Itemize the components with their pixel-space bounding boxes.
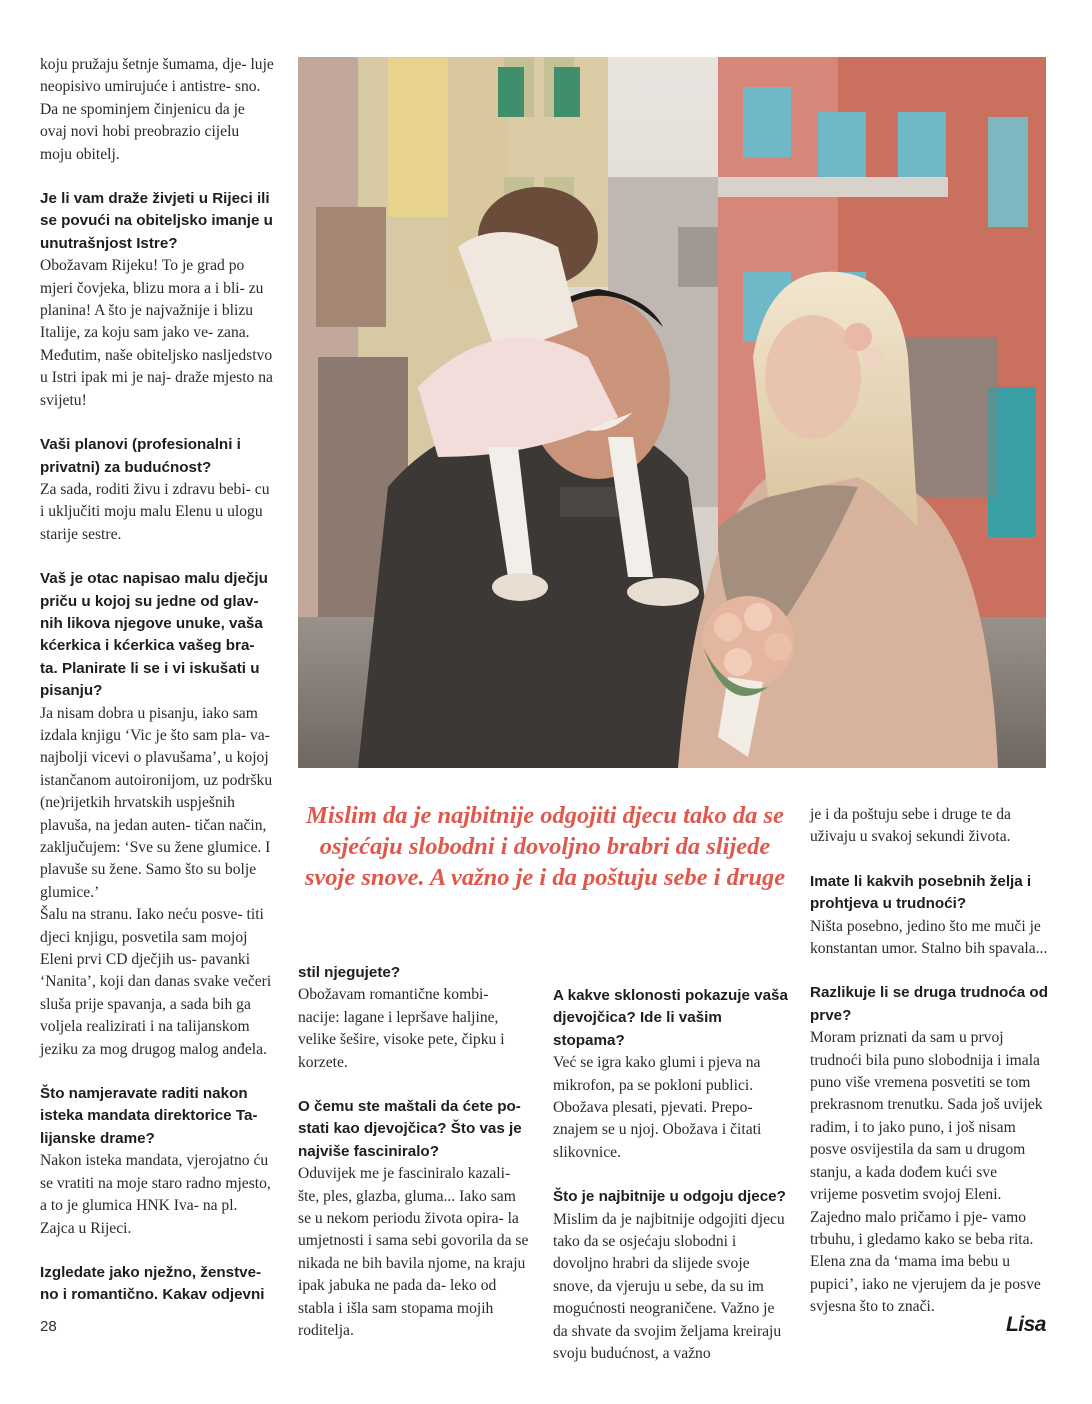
family-photo-icon xyxy=(298,57,1046,768)
interview-question: Što namjeravate raditi nakon isteka mandata direktorice Ta- lijanske drame? xyxy=(40,1085,258,1147)
interview-answer: Za sada, roditi živu i zdravu bebi- cu i uključiti moju malu Elenu u ulogu starije sestre. xyxy=(40,480,270,543)
interview-question: Što je najbitnije u odgoju djece? xyxy=(553,1188,786,1206)
interview-question: Razlikuje li se druga trudnoća od prve? xyxy=(810,984,1048,1024)
interview-question: Izgledate jako nježno, ženstve- no i romantično. Kakav odjevni xyxy=(40,1263,265,1304)
interview-question: Je li vam draže živjeti u Rijeci ili se povući na obiteljsko imanje u unutrašnjost Istre? xyxy=(40,190,273,252)
interview-answer: Ništa posebno, jedino što me muči je konstantan umor. Stalno bih spavala... xyxy=(810,917,1048,958)
interview-answer: Obožavam Rijeku! To je grad po mjeri čovjeka, blizu mora a i bli- zu planina! A što je najvažnije i blizu Italije, za koju sam jako ve- zana. Međutim, naše obiteljsko nasljedstvo u Istri ipak mi je naj- draže mjesto na svijetu! xyxy=(40,257,273,409)
pull-quote: Mislim da je najbitnije odgojiti djecu tako da se osjećaju slobodni i dovoljno brabri da slijede svoje snove. A važno je i da poštuju sebe i druge xyxy=(304,802,786,891)
interview-question: O čemu ste maštali da ćete po- stati kao djevojčica? Što vas je najviše fasciniralo? xyxy=(298,1098,522,1160)
interview-answer: Oduvijek me je fasciniralo kazali- šte, ples, glazba, gluma... Iako sam se u nekom periodu života opira- la umjetnosti i sama sebi govorila da se nikada ne bih bavila njome, na kraju ipak jabuka ne pada da- leko od stabla i išla sam stopama mojih roditelja. xyxy=(298,1165,529,1340)
article-column-4 xyxy=(810,804,1048,1319)
interview-answer: Moram priznati da sam u prvoj trudnoći bila puno slobodnija i imala puno više vremena posvetiti se tom prekrasnom trenutku. Sada još uvijek radim, i to jako puno, i još nisam posve osvijestila da sam u drugom stanju, a kada dođem kući sve vrijeme posvetim svojoj Eleni. Zajedno malo pričamo i pje- vamo trbuhu, i gledamo kako se beba rita. Elena zna da ‘mama ima bebu u pupici’, iako ne vjerujem da je posve svjesna što to znači. xyxy=(810,1029,1043,1316)
article-column-3 xyxy=(553,985,789,1366)
interview-question: stil njegujete? xyxy=(298,964,401,981)
interview-question: Imate li kakvih posebnih želja i prohtjeva u trudnoći? xyxy=(810,872,1032,913)
article-column-2 xyxy=(298,962,532,1343)
interview-answer: Šalu na stranu. Iako neću posve- titi djeci knjigu, posvetila sam mojoj Eleni prvi CD dječjih us- pavanki ‘Nanita’, koji dan danas svake večeri sluša prije spavanja, a sada bih ga voljela realizirati i na talijanskom jeziku za mog drugog malog anđela. xyxy=(40,906,272,1058)
interview-answer: Ja nisam dobra u pisanju, iako sam izdala knjigu ‘Vic je što sam pla- va-najbolji vicevi o plavušama’, u kojoj istančanom autoironijom, uz podršku (ne)rijetkih hrvatskih uspješnih plavuša, na jedan auten- tičan način, zaključujem: ‘Sve su žene glumice. I plavuše su žene. Samo što su bolje glumice.’ xyxy=(40,704,273,901)
interview-answer: Mislim da je najbitnije odgojiti djecu tako da se osjećaju slobodni i dovoljno hrabri da slijede svoje snove, da vjeruju u sebe, da su im mogućnosti neograničene. Važno je da shvate da svojim željama kreiraju svoju budućnost, a važno xyxy=(553,1210,785,1363)
interview-question: Vaši planovi (profesionalni i privatni) za budućnost? xyxy=(40,436,241,476)
article-column-1 xyxy=(40,54,274,1307)
interview-answer: Već se igra kako glumi i pjeva na mikrofon, pa se pokloni publici. Obožava plesati, pjevati. Prepo- znajem se u njoj. Obožava i čitati slikovnice. xyxy=(553,1054,762,1161)
interview-question: A kakve sklonosti pokazuje vaša djevojčica? Ide li vašim stopama? xyxy=(553,987,788,1049)
page-number: 28 xyxy=(40,1318,57,1335)
interview-question: Vaš je otac napisao malu dječju priču u kojoj su jedne od glav- nih likova njegove unuke, vaša kćerkica i kćerkica vašeg bra- ta. Planirate li se i vi iskušati u pisanju? xyxy=(40,570,268,700)
paragraph: koju pružaju šetnje šumama, dje- luje neopisivo umirujuće i antistre- sno. Da ne spominjem činjenicu da je ovaj novi hobi preobrazio cijelu moju obitelj. xyxy=(40,56,274,163)
interview-answer: Nakon isteka mandata, vjerojatno ću se vratiti na moje staro radno mjesto, a to je glumica HNK Iva- na pl. Zajca u Rijeci. xyxy=(40,1152,271,1237)
magazine-brand: Lisa xyxy=(1005,1313,1046,1336)
family-photo xyxy=(298,57,1046,768)
interview-answer: Obožavam romantične kombi- nacije: lagane i lepršave haljine, velike šešire, visoke pete, čipku i korzete. xyxy=(298,986,505,1071)
interview-answer: je i da poštuju sebe i druge te da uživaju u svakoj sekundi života. xyxy=(810,806,1011,846)
